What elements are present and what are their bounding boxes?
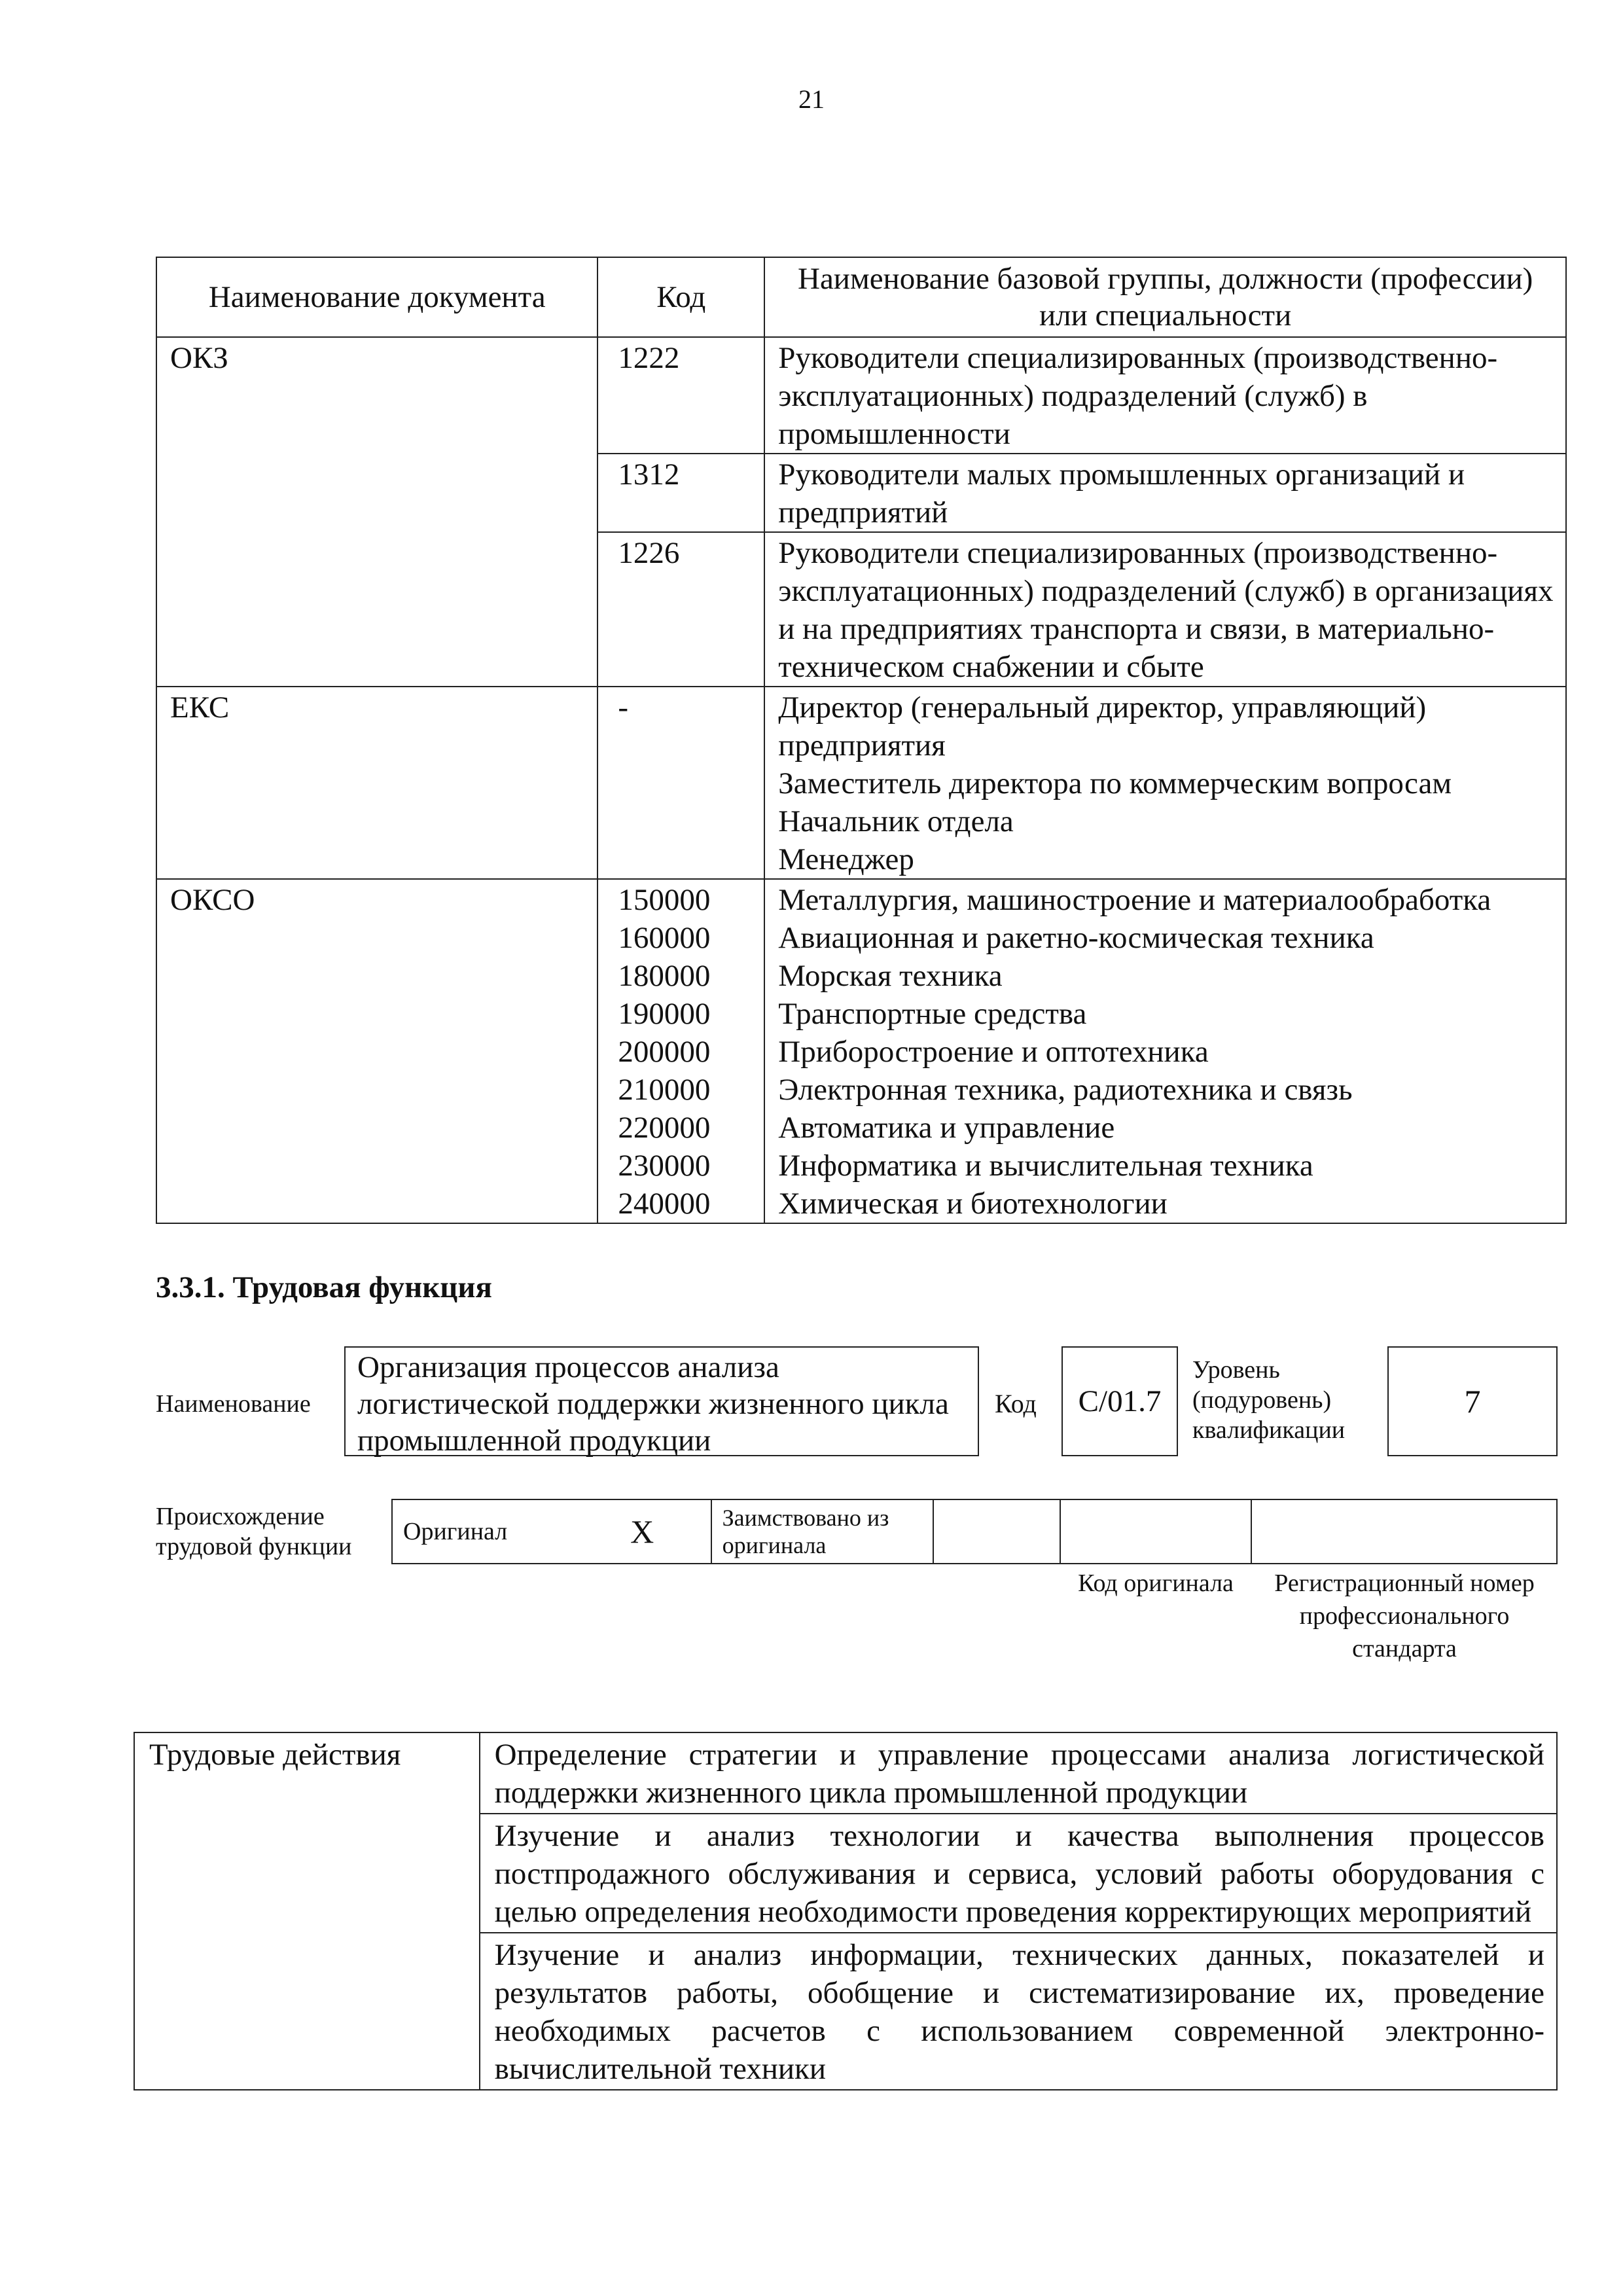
list-item: Менеджер xyxy=(778,842,914,876)
origin-label: Происхождение трудовой функции xyxy=(156,1503,352,1560)
list-item: Директор (генеральный директор, управляющий) предприятия xyxy=(778,691,1427,762)
list-item: Начальник отдела xyxy=(778,804,1014,838)
header-name: Наименование базовой группы, должности (профессии) или специальности xyxy=(764,257,1566,337)
original-code-cell xyxy=(1060,1499,1251,1564)
list-item: Морская техника xyxy=(778,959,1003,993)
list-item: 180000 xyxy=(618,959,711,993)
list-item: Химическая и биотехнологии xyxy=(778,1187,1168,1221)
origin-table xyxy=(391,1499,1558,1564)
list-item: Автоматика и управление xyxy=(778,1111,1115,1145)
table-row xyxy=(156,687,1566,879)
code-label: Код xyxy=(995,1389,1037,1418)
list-item: 240000 xyxy=(618,1187,711,1221)
list-item: Приборостроение и оптотехника xyxy=(778,1035,1209,1069)
page-number: 21 xyxy=(798,84,825,114)
document-cell: ЕКС xyxy=(156,687,597,879)
name-label: Наименование xyxy=(156,1390,311,1418)
reg-number-cell xyxy=(1251,1499,1557,1564)
name-cell: Руководители специализированных (производственно-эксплуатационных) подразделений (служб) в организациях и на предприятиях транспорта и связи, в материально-техническом снабжении и сбыте xyxy=(764,532,1566,687)
borrowed-label: Заимствовано из оригинала xyxy=(711,1499,934,1564)
labor-action-item: Определение стратегии и управление процессами анализа логистической поддержки жизненного цикла промышленной продукции xyxy=(480,1732,1557,1814)
name-list-cell xyxy=(764,879,1566,1223)
list-item: Транспортные средства xyxy=(778,997,1087,1031)
document-cell: ОКЗ xyxy=(156,337,597,687)
list-item: Металлургия, машиностроение и материалообработка xyxy=(778,883,1491,917)
original-code-label: Код оригинала xyxy=(1078,1570,1234,1597)
name-cell: Руководители специализированных (производственно-эксплуатационных) подразделений (служб) в промышленности xyxy=(764,337,1566,454)
section-title: 3.3.1. Трудовая функция xyxy=(156,1270,492,1304)
list-item: 150000 xyxy=(618,883,711,917)
name-cell: Руководители малых промышленных организаций и предприятий xyxy=(764,454,1566,532)
table-header-row xyxy=(156,257,1566,337)
list-item: Электронная техника, радиотехника и связь xyxy=(778,1073,1353,1107)
level-box: 7 xyxy=(1387,1346,1558,1456)
labor-actions-label: Трудовые действия xyxy=(134,1732,480,2090)
labor-action-item: Изучение и анализ информации, технических данных, показателей и результатов работы, обобщение и систематизирование их, проведение необходимых расчетов с использованием современной электронно-вычислительной техники xyxy=(480,1933,1557,2090)
list-item: 200000 xyxy=(618,1035,711,1069)
list-item: 210000 xyxy=(618,1073,711,1107)
table-row xyxy=(134,1732,1557,1814)
level-label: Уровень (подуровень) квалификации xyxy=(1192,1356,1346,1444)
list-item: Авиационная и ракетно-космическая техника xyxy=(778,921,1374,955)
reg-number-label: Регистрационный номер профессионального стандарта xyxy=(1274,1570,1535,1662)
list-item: 220000 xyxy=(618,1111,711,1145)
function-code-box: C/01.7 xyxy=(1061,1346,1178,1456)
document-cell: ОКСО xyxy=(156,879,597,1223)
list-item: 160000 xyxy=(618,921,711,955)
header-document: Наименование документа xyxy=(156,257,597,337)
header-code: Код xyxy=(597,257,764,337)
labor-action-item: Изучение и анализ технологии и качества выполнения процессов постпродажного обслуживания и сервиса, условий работы оборудования с целью определения необходимости проведения корректирующих мероприятий xyxy=(480,1814,1557,1933)
list-item: Информатика и вычислительная техника xyxy=(778,1149,1313,1183)
table-row xyxy=(156,337,1566,454)
code-cell: 1312 xyxy=(597,454,764,532)
original-label: Оригинал xyxy=(392,1499,574,1564)
code-cell: 1226 xyxy=(597,532,764,687)
original-mark: X xyxy=(574,1499,711,1564)
code-list-cell xyxy=(597,879,764,1223)
name-list-cell xyxy=(764,687,1566,879)
empty-cell xyxy=(933,1499,1060,1564)
code-cell: - xyxy=(597,687,764,879)
table-row xyxy=(156,879,1566,1223)
classification-table xyxy=(156,257,1567,1224)
list-item: 230000 xyxy=(618,1149,711,1183)
function-name-box: Организация процессов анализа логистической поддержки жизненного цикла промышленной продукции xyxy=(344,1346,979,1456)
labor-actions-table xyxy=(134,1732,1558,2090)
list-item: Заместитель директора по коммерческим вопросам xyxy=(778,766,1452,800)
list-item: 190000 xyxy=(618,997,711,1031)
code-cell: 1222 xyxy=(597,337,764,454)
